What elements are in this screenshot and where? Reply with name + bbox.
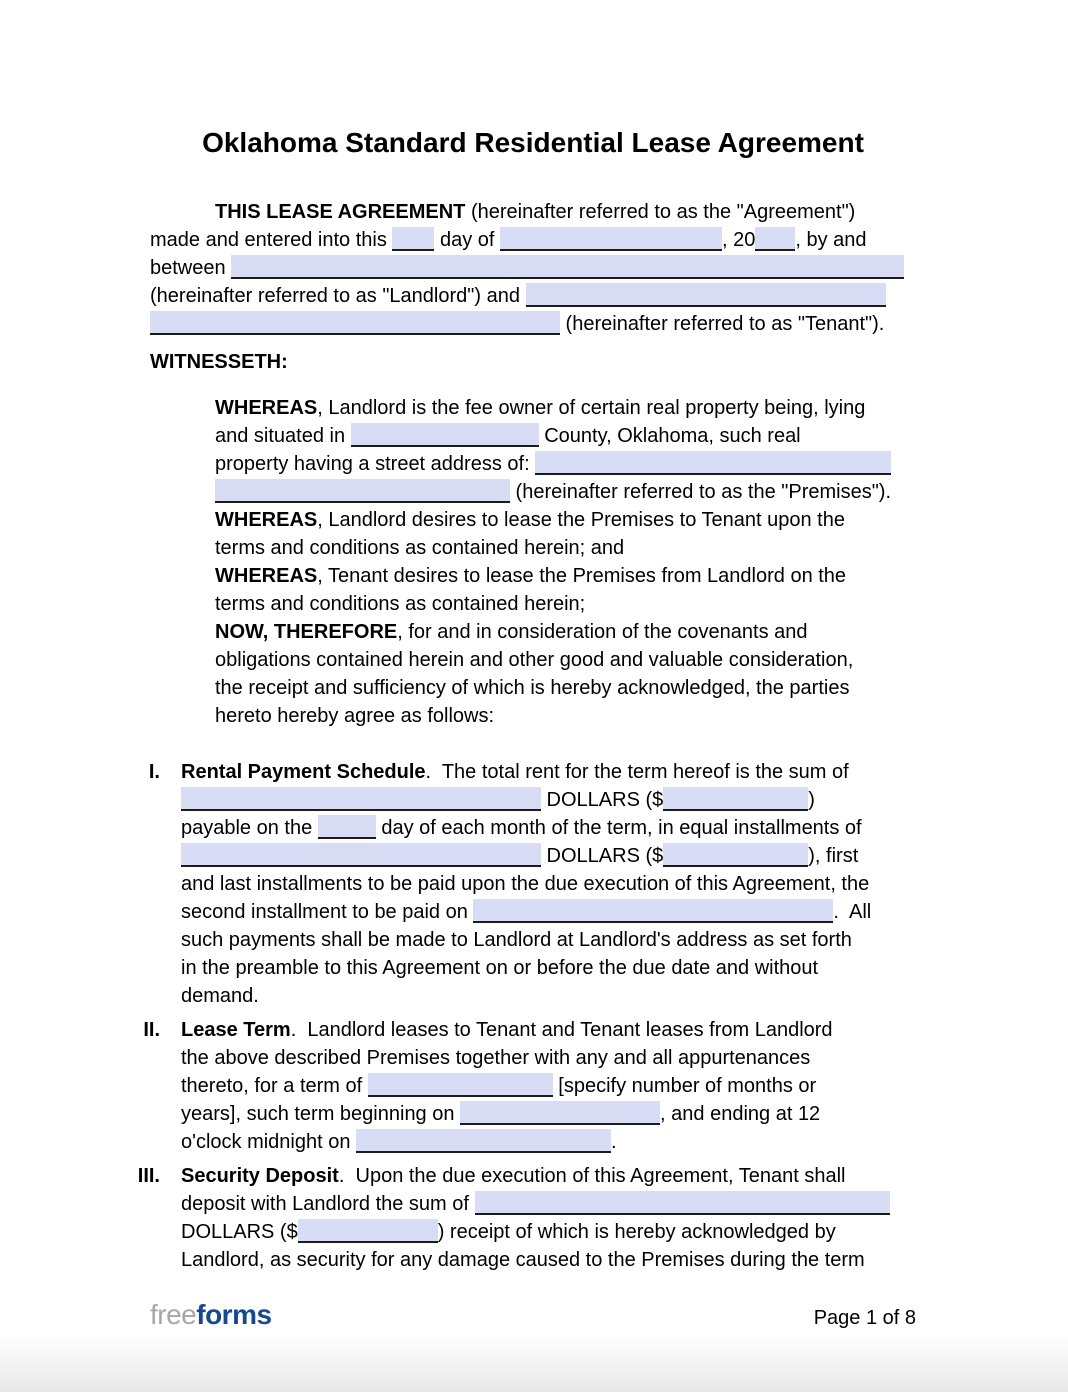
text-line xyxy=(181,1190,916,1218)
text-run: Rental Payment Schedule xyxy=(181,761,426,783)
text-run: Lease Term xyxy=(181,1019,291,1041)
text-run: and situated in xyxy=(215,425,351,447)
logo-text-forms: forms xyxy=(196,1299,272,1330)
text-line xyxy=(181,1128,916,1156)
text-run: , and ending at 12 xyxy=(660,1103,821,1125)
installment-words-field[interactable] xyxy=(181,843,541,867)
total-rent-words-field[interactable] xyxy=(181,787,541,811)
text-line xyxy=(181,842,916,870)
text-run: thereto, for a term of xyxy=(181,1075,368,1097)
section-text xyxy=(181,758,916,1010)
freeforms-logo[interactable] xyxy=(150,1298,272,1332)
text-line xyxy=(181,758,916,786)
text-run: County, Oklahoma, such real xyxy=(538,425,801,447)
text-run: . Upon the due execution of this Agreement, Tenant shall xyxy=(338,1165,846,1187)
text-line xyxy=(215,394,916,422)
monthly-due-day-field[interactable] xyxy=(318,815,376,839)
text-run: years], such term beginning on xyxy=(181,1103,461,1125)
term-end-date-field[interactable] xyxy=(356,1129,611,1153)
text-line xyxy=(150,282,916,310)
section-lease-term xyxy=(143,1016,916,1156)
text-line xyxy=(150,348,916,376)
text-line xyxy=(150,226,916,254)
text-line xyxy=(181,1162,916,1190)
text-run: WHEREAS xyxy=(215,565,318,587)
text-line xyxy=(181,954,916,982)
text-run: . All xyxy=(833,901,872,923)
text-run: terms and conditions as contained herein; and xyxy=(215,537,625,559)
text-run: such payments shall be made to Landlord at Landlord's address as set forth xyxy=(181,929,852,951)
section-rental-payment-schedule xyxy=(150,758,916,1010)
witnesseth-heading xyxy=(150,348,916,376)
text-line xyxy=(215,478,916,506)
text-run: day of xyxy=(434,229,500,251)
text-run: ), first xyxy=(808,845,859,867)
text-run: , Landlord is the fee owner of certain real property being, lying xyxy=(317,397,866,419)
document-title: Oklahoma Standard Residential Lease Agreement xyxy=(202,127,864,158)
text-line xyxy=(215,646,916,674)
text-run: o'clock midnight on xyxy=(181,1131,357,1153)
landlord-name-field[interactable] xyxy=(231,255,904,279)
text-line xyxy=(181,786,916,814)
text-run: WHEREAS xyxy=(215,509,318,531)
text-run: . xyxy=(611,1131,617,1153)
text-run: in the preamble to this Agreement on or before the due date and without xyxy=(181,957,819,979)
text-line xyxy=(181,1100,916,1128)
recitals-paragraph xyxy=(215,394,916,730)
text-line xyxy=(181,1072,916,1100)
text-run: terms and conditions as contained herein; xyxy=(215,593,586,615)
text-line xyxy=(215,702,916,730)
logo-text-free: free xyxy=(150,1299,197,1330)
installment-amount-field[interactable] xyxy=(663,843,808,867)
text-run: Landlord, as security for any damage caused to the Premises during the term xyxy=(181,1249,865,1271)
text-line xyxy=(181,814,916,842)
text-line xyxy=(150,198,916,226)
text-run: hereto hereby agree as follows: xyxy=(215,705,495,727)
text-run: obligations contained herein and other good and valuable consideration, xyxy=(215,649,854,671)
page-footer xyxy=(150,1298,916,1332)
text-run: DOLLARS ($ xyxy=(541,845,664,867)
text-run: WHEREAS xyxy=(215,397,318,419)
text-run: second installment to be paid on xyxy=(181,901,474,923)
section-text xyxy=(181,1016,916,1156)
text-run: NOW, THEREFORE xyxy=(215,621,398,643)
text-run: DOLLARS ($ xyxy=(181,1221,298,1243)
text-run: between xyxy=(150,257,232,279)
section-security-deposit xyxy=(137,1162,916,1274)
text-line xyxy=(181,1246,916,1274)
security-deposit-words-field[interactable] xyxy=(475,1191,890,1215)
text-run: Security Deposit xyxy=(181,1165,339,1187)
text-run: , for and in consideration of the covenants and xyxy=(397,621,808,643)
text-run: and last installments to be paid upon the due execution of this Agreement, the xyxy=(181,873,870,895)
text-line xyxy=(181,1218,916,1246)
section-number: III. xyxy=(137,1165,160,1187)
text-run: , by and xyxy=(795,229,867,251)
street-address-field-2[interactable] xyxy=(215,479,510,503)
text-line xyxy=(181,1044,916,1072)
text-run: (hereinafter referred to as the "Premises"). xyxy=(510,481,892,503)
text-run: . The total rent for the term hereof is the sum of xyxy=(425,761,849,783)
text-line xyxy=(181,870,916,898)
street-address-field[interactable] xyxy=(535,451,891,475)
text-run: . Landlord leases to Tenant and Tenant leases from Landlord xyxy=(290,1019,833,1041)
section-text xyxy=(181,1162,916,1274)
text-run: deposit with Landlord the sum of xyxy=(181,1193,475,1215)
county-field[interactable] xyxy=(351,423,539,447)
text-line xyxy=(150,254,916,282)
text-run: (hereinafter referred to as "Tenant"). xyxy=(560,313,885,335)
text-run: day of each month of the term, in equal installments of xyxy=(375,817,862,839)
text-run: DOLLARS ($ xyxy=(541,789,664,811)
year-field[interactable] xyxy=(755,227,795,251)
lease-term-length-field[interactable] xyxy=(368,1073,553,1097)
text-line xyxy=(181,982,916,1010)
text-line xyxy=(215,674,916,702)
text-run: THIS LEASE AGREEMENT xyxy=(215,201,466,223)
tenant-name-field[interactable] xyxy=(526,283,886,307)
security-deposit-amount-field[interactable] xyxy=(298,1219,438,1243)
month-field[interactable] xyxy=(500,227,722,251)
text-line xyxy=(215,450,916,478)
text-line xyxy=(215,422,916,450)
text-line xyxy=(181,926,916,954)
text-run: the receipt and sufficiency of which is hereby acknowledged, the parties xyxy=(215,677,850,699)
text-run: , Landlord desires to lease the Premises to Tenant upon the xyxy=(317,509,845,531)
text-run: demand. xyxy=(181,985,259,1007)
section-number: I. xyxy=(148,761,160,783)
text-run: (hereinafter referred to as "Landlord") and xyxy=(150,285,526,307)
text-line xyxy=(150,310,916,338)
text-line xyxy=(215,590,916,618)
text-line xyxy=(215,534,916,562)
text-run: ) xyxy=(808,789,815,811)
text-run: WITNESSETH: xyxy=(150,351,288,373)
page-bottom-shadow xyxy=(0,1334,1068,1392)
document-body xyxy=(137,198,916,1274)
text-line xyxy=(215,618,916,646)
text-run: the above described Premises together with any and all appurtenances xyxy=(181,1047,811,1069)
text-line xyxy=(215,562,916,590)
text-run: , Tenant desires to lease the Premises from Landlord on the xyxy=(317,565,847,587)
document-content xyxy=(137,126,916,1274)
day-field[interactable] xyxy=(392,227,434,251)
page-number: Page 1 of 8 xyxy=(813,1307,916,1329)
section-number: II. xyxy=(143,1019,160,1041)
total-rent-amount-field[interactable] xyxy=(663,787,808,811)
second-installment-date-field[interactable] xyxy=(473,899,833,923)
text-run: [specify number of months or xyxy=(552,1075,817,1097)
text-run: ) receipt of which is hereby acknowledged by xyxy=(437,1221,836,1243)
term-start-date-field[interactable] xyxy=(460,1101,660,1125)
text-run: (hereinafter referred to as the "Agreement") xyxy=(465,201,856,223)
text-run: made and entered into this xyxy=(150,229,393,251)
text-run: property having a street address of: xyxy=(215,453,536,475)
text-line xyxy=(181,1016,916,1044)
text-run: payable on the xyxy=(181,817,318,839)
text-run: , 20 xyxy=(722,229,756,251)
tenant-name-field-2[interactable] xyxy=(150,311,560,335)
preamble-paragraph xyxy=(150,198,916,338)
text-line xyxy=(215,506,916,534)
text-line xyxy=(181,898,916,926)
